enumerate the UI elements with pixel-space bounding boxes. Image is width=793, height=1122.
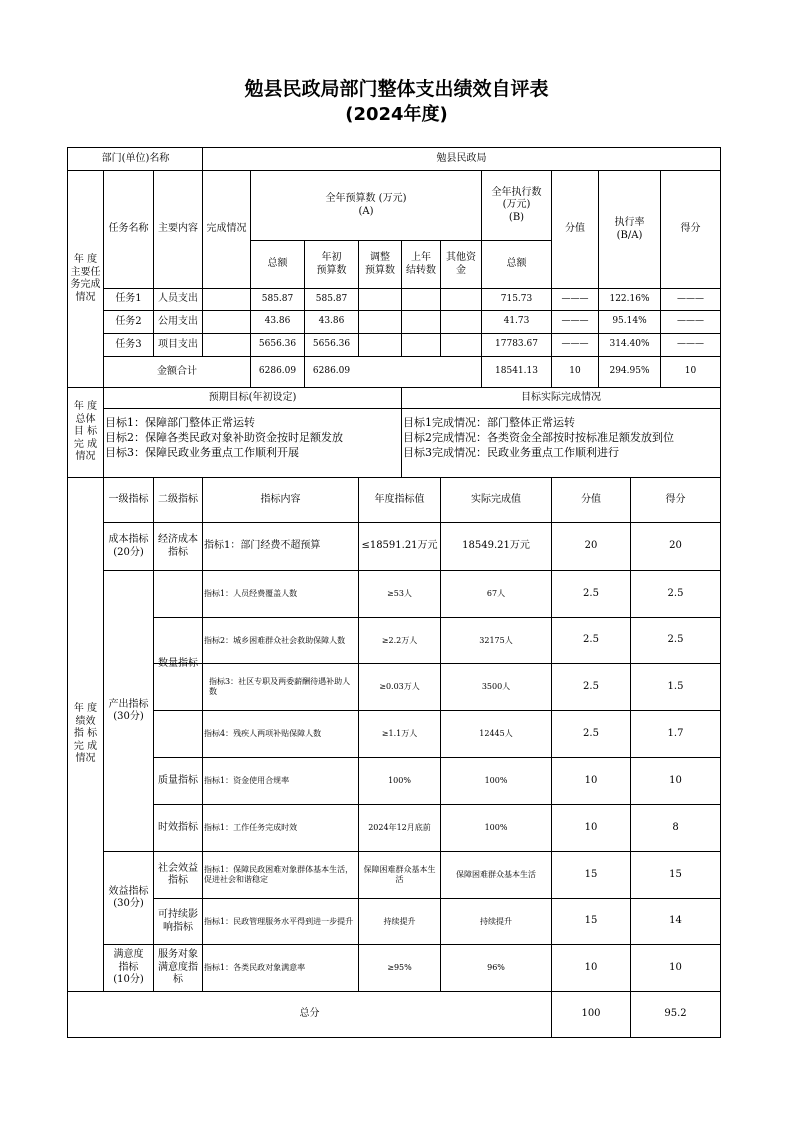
expected-goals-list: [105, 415, 343, 460]
indicator-actual: 32175人: [479, 635, 513, 645]
sum-score: 10: [684, 366, 697, 377]
task-content: 公用支出: [158, 315, 198, 327]
dept-label: 部门(单位)名称: [101, 152, 170, 164]
level2-timeliness: 时效指标: [158, 821, 198, 833]
sum-label: 金额合计: [157, 365, 197, 377]
level2-economic-cost: 经济成本 指标: [158, 534, 198, 558]
indicator-value: 10: [584, 821, 598, 833]
indicator-score: 8: [672, 821, 679, 833]
header-task-name: 任务名称: [108, 223, 149, 235]
indicator-value: 2.5: [583, 680, 599, 692]
level2-sustainable-impact: 可持续影 响指标: [158, 909, 198, 933]
task-budget-total: 585.87: [261, 293, 294, 304]
task-name: 任务2: [115, 315, 142, 327]
task-value: ———: [561, 316, 589, 327]
actual-goals-list: [403, 415, 674, 460]
indicator-value: 10: [584, 961, 598, 973]
header-task-content: 主要内容: [158, 223, 198, 235]
task-rate: 122.16%: [609, 293, 650, 304]
indicator-score: 1.5: [667, 680, 684, 692]
indicator-target: 100%: [388, 776, 411, 785]
page-subtitle-year: (2024年度): [345, 104, 448, 125]
indicator-target: ≥2.2万人: [381, 635, 418, 645]
indicator-score: 10: [669, 961, 682, 973]
indicator-content: 指标4：残疾人两项补贴保障人数: [204, 729, 322, 738]
header-indicator-content: 指标内容: [260, 493, 301, 505]
indicator-content: 指标1：各类民政对象满意率: [204, 963, 306, 972]
indicator-target: 保障困难群众基本生活: [363, 865, 436, 884]
level1-satisfaction: 满意度 指标 (10分): [113, 949, 144, 986]
header-other-funds: 其他资 金: [446, 252, 476, 276]
indicator-score: 2.5: [667, 587, 684, 599]
indicator-score: 20: [669, 540, 682, 552]
header-execution-rate: 执行率 (B/A): [614, 217, 645, 241]
header-budget-total: 总额: [267, 258, 288, 270]
indicator-value: 15: [584, 868, 598, 880]
indicator-target: ≥53人: [387, 589, 412, 598]
level1-cost: 成本指标 (20分): [108, 534, 149, 558]
indicator-value: 2.5: [583, 634, 599, 646]
total-score: 95.2: [664, 1008, 687, 1020]
expected-goal-3: 目标3：保障民政业务重点工作顺利开展: [105, 446, 299, 459]
task-score: ———: [677, 293, 704, 304]
level1-benefit: 效益指标 (30分): [108, 885, 149, 909]
dept-value: 勉县民政局: [436, 152, 487, 164]
header-annual-target: 年度指标值: [374, 493, 425, 505]
indicator-target: 2024年12月底前: [368, 823, 431, 832]
task-content: 项目支出: [158, 338, 198, 350]
task-budget-total: 43.86: [264, 316, 291, 327]
page-title: 勉县民政局部门整体支出绩效自评表: [244, 78, 549, 100]
expected-goals-header: 预期目标(年初设定): [208, 391, 297, 403]
indicator-actual: 67人: [486, 589, 506, 598]
total-label: 总分: [299, 1008, 320, 1020]
indicator-actual: 100%: [484, 776, 508, 785]
indicator-score: 14: [669, 915, 682, 927]
indicator-actual: 12445人: [479, 729, 513, 738]
indicator-target: ≥0.03万人: [379, 682, 420, 691]
indicators-section-label: 年 度 绩效 指 标 完 成 情况: [73, 703, 98, 765]
task-initial-budget: 585.87: [315, 293, 348, 304]
header-indicator-score: 得分: [665, 493, 686, 505]
header-initial-budget: 年初 预算数: [316, 252, 347, 276]
indicator-value: 20: [584, 540, 598, 552]
indicator-score: 10: [669, 774, 682, 786]
actual-goal-3: 目标3完成情况：民政业务重点工作顺利进行: [403, 446, 619, 459]
level2-social-benefit: 社会效益 指标: [158, 862, 198, 886]
level1-output: 产出指标 (30分): [108, 698, 149, 722]
indicator-value: 15: [584, 915, 598, 927]
indicator-actual: 3500人: [481, 682, 511, 691]
task-value: ———: [561, 339, 589, 350]
indicator-content: 指标1：人员经费覆盖人数: [204, 589, 298, 598]
indicator-actual: 96%: [487, 963, 505, 972]
header-actual-value: 实际完成值: [471, 493, 521, 505]
sum-rate: 294.95%: [609, 366, 650, 377]
task-execution: 41.73: [503, 316, 530, 327]
goals-section-label: 年 度 总体 目 标 完 成 情况: [73, 401, 98, 463]
header-score: 得分: [680, 223, 701, 235]
total-value: 100: [581, 1008, 601, 1020]
task-content: 人员支出: [158, 293, 198, 305]
tasks-section-label: 年 度 主要任 务完成 情况: [70, 254, 101, 303]
task-value: ———: [561, 293, 589, 304]
sum-value: 10: [569, 366, 581, 377]
header-score-value: 分值: [565, 223, 585, 235]
actual-goal-2: 目标2完成情况：各类资金全部按时按标准足额发放到位: [403, 431, 674, 444]
header-adjusted-budget: 调整 预算数: [365, 252, 395, 276]
header-level2: 二级指标: [158, 493, 198, 505]
indicator-score: 2.5: [667, 634, 684, 646]
indicator-target: ≥95%: [387, 963, 412, 972]
header-level1: 一级指标: [108, 493, 149, 505]
task-initial-budget: 43.86: [318, 316, 345, 327]
indicator-target: ≤18591.21万元: [361, 540, 438, 552]
task-budget-total: 5656.36: [258, 339, 297, 350]
indicator-actual: 100%: [484, 823, 508, 832]
indicator-score: 15: [669, 868, 682, 880]
level2-quantity: 数量指标: [158, 657, 198, 669]
indicator-value: 2.5: [583, 727, 599, 739]
indicator-value: 2.5: [583, 587, 599, 599]
indicator-content: 指标1：保障民政困难对象群体基本生活，促进社会和谐稳定: [204, 865, 354, 884]
task-execution: 715.73: [500, 293, 533, 304]
task-execution: 17783.67: [495, 339, 538, 350]
level2-service-satisfaction: 服务对象 满意度指 标: [158, 949, 198, 986]
indicator-actual: 持续提升: [480, 916, 512, 926]
sum-initial-budget: 6286.09: [312, 366, 351, 377]
task-rate: 95.14%: [612, 316, 647, 327]
indicator-content: 指标1：工作任务完成时效: [204, 823, 298, 832]
actual-goal-1: 目标1完成情况：部门整体正常运转: [403, 416, 575, 429]
task-score: ———: [677, 316, 704, 327]
header-annual-execution: 全年执行数 (万元) (B): [491, 186, 542, 223]
indicator-content: 指标1：民政管理服务水平得到进一步提升: [204, 916, 354, 926]
task-score: ———: [677, 339, 704, 350]
indicator-actual: 保障困难群众基本生活: [456, 870, 536, 879]
header-indicator-value: 分值: [581, 493, 601, 505]
indicator-target: 持续提升: [383, 916, 416, 926]
header-annual-budget: 全年预算数 (万元) (A): [325, 193, 407, 217]
header-carryover: 上年 结转数: [406, 252, 436, 276]
indicator-actual: 18549.21万元: [462, 540, 530, 552]
task-name: 任务3: [115, 338, 142, 350]
task-rate: 314.40%: [609, 339, 650, 350]
indicator-content: 指标2：城乡困难群众社会救助保障人数: [204, 635, 346, 645]
indicator-content: 指标3：社区专职及两委薪酬待遇补助人数: [209, 677, 351, 696]
indicator-target: ≥1.1万人: [381, 729, 418, 738]
indicator-score: 1.7: [667, 727, 684, 739]
indicator-content: 指标1：资金使用合规率: [204, 776, 290, 785]
task-initial-budget: 5656.36: [312, 339, 351, 350]
actual-goals-header: 目标实际完成情况: [521, 391, 601, 403]
header-task-status: 完成情况: [206, 223, 247, 235]
expected-goal-2: 目标2：保障各类民政对象补助资金按时足额发放: [105, 431, 343, 444]
sum-budget-total: 6286.09: [258, 366, 297, 377]
sum-execution: 18541.13: [495, 366, 538, 377]
header-execution-total: 总额: [506, 258, 527, 270]
level2-quality: 质量指标: [158, 774, 198, 786]
task-name: 任务1: [115, 293, 142, 305]
indicator-content: 指标1：部门经费不超预算: [204, 540, 321, 552]
indicator-value: 10: [584, 774, 598, 786]
expected-goal-1: 目标1：保障部门整体正常运转: [105, 416, 255, 429]
